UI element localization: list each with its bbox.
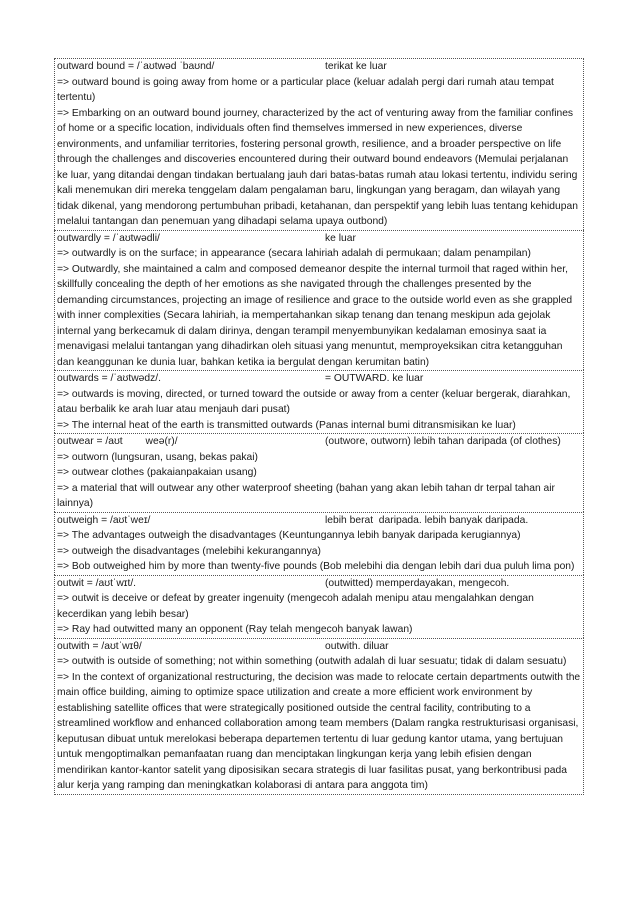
entry-headword-row (57, 639, 581, 655)
entry-headword-row (57, 434, 581, 450)
dictionary-entry (54, 575, 584, 638)
entry-line: => outworn (lungsuran, usang, bekas pakai) (57, 451, 258, 463)
entry-line: => The advantages outweigh the disadvantages (Keuntungannya lebih banyak daripada kerugiannya) (57, 530, 521, 541)
entry-line: => Embarking on an outward bound journey, characterized by the act of venturing away from the familiar confines of home or a specific location, individuals often find themselves immersed in new experiences, diverse environments, and unfamiliar territories, fostering personal growth, resilience, and a broader perspective on life through the challenges and discoveries encountered during their outward bound endeavors (Memulai perjalanan ke luar, yang ditandai dengan tindakan bertualang jauh dari batas-batas rumah atau lokasi tertentu, individu sering kali menemukan diri mereka tenggelam dalam pengalaman baru, lingkungan yang beragam, dan wilayah yang tidak dikenal, yang mendorong pertumbuhan pribadi, ketahanan, dan perspektif yang lebih luas tentang kehidupan melalui tantangan dan penemuan yang dihadapi selama upaya outbond) (57, 107, 578, 227)
entry-gloss: lebih berat daripada. lebih banyak daripada. (325, 514, 529, 526)
dictionary-entry (54, 638, 584, 795)
dictionary-page (54, 58, 584, 795)
entry-gloss: (outwore, outworn) lebih tahan daripada (of clothes) (325, 436, 561, 447)
entry-gloss: outwith. diluar (325, 640, 389, 652)
entry-headword-row (57, 371, 581, 387)
entry-headword-row (57, 59, 581, 75)
entry-term: outwardly = /ˈaʊtwədli/ (57, 232, 160, 244)
entry-term: outward bound = /ˈaʊtwəd ˈbaʊnd/ (57, 61, 215, 72)
entry-line: => In the context of organizational restructuring, the decision was made to relocate certain departments outwith the main office building, aiming to optimize space utilization and create a more efficient work environment by establishing satellite offices that were strategically positioned outside the central facility, contributing to a streamlined workflow and enhanced collaboration among team members (Dalam rangka restrukturisasi organisasi, keputusan dibuat untuk merelokasi beberapa departemen tertentu di luar gedung kantor utama, yang bertujuan untuk mengoptimalkan pemanfaatan ruang dan menciptakan lingkungan kerja yang lebih efisien dengan mendirikan kantor-kantor satelit yang diposisikan secara strategis di luar fasilitas pusat, yang berkontribusi pada alur kerja yang ramping dan meningkatkan kolaborasi di antara para anggota tim) (57, 671, 581, 791)
entry-headword-row (57, 576, 581, 592)
entry-gloss: ke luar (325, 232, 356, 244)
entry-line: => outwear clothes (pakaianpakaian usang) (57, 467, 257, 478)
entry-headword-row (57, 231, 581, 247)
entry-line: => outwards is moving, directed, or turned toward the outside or away from a center (keluar bergerak, diarahkan, atau berbalik ke arah luar atau menjauh dari pusat) (57, 388, 571, 415)
entry-headword-row (57, 513, 581, 529)
entry-line: => Ray had outwitted many an opponent (Ray telah mengecoh banyak lawan) (57, 624, 413, 635)
entry-line: => a material that will outwear any other waterproof sheeting (bahan yang akan lebih tahan dr terpal tahan air lainnya) (57, 482, 555, 509)
entry-line: => Bob outweighed him by more than twenty-five pounds (Bob melebihi dia dengan lebih dari dua puluh lima pon) (57, 561, 575, 572)
entry-line: => outwit is deceive or defeat by greater ingenuity (mengecoh adalah menipu atau mengalahkan dengan kecerdikan yang lebih besar) (57, 593, 534, 620)
entry-term: outwit = /aʊtˈwɪt/. (57, 577, 137, 589)
entry-line: => Outwardly, she maintained a calm and composed demeanor despite the internal turmoil that raged within her, skillfully concealing the depth of her emotions as she navigated through the challenges presented by the demanding circumstances, projecting an image of resilience and grace to the outside world even as she grappled with inner complexities (Secara lahiriah, ia mempertahankan sikap tenang dan tenang meskipun ada gejolak internal yang berkecamuk di dalam dirinya, dengan terampil menyembunyikan kedalaman emosinya saat ia menavigasi melalui tantangan yang dihadirkan oleh situasi yang menuntut, memproyeksikan citra ketangguhan dan keanggunan ke dunia luar, bahkan ketika ia bergulat dengan kerumitan batin) (57, 263, 573, 368)
entry-term: outwear = /aʊt weə(r)/ (57, 436, 178, 447)
dictionary-entry (54, 512, 584, 575)
entry-term: outweigh = /aʊtˈweɪ/ (57, 514, 151, 526)
dictionary-entry (54, 230, 584, 371)
entry-gloss: = OUTWARD. ke luar (325, 373, 424, 384)
entry-gloss: terikat ke luar (325, 61, 387, 72)
dictionary-entry (54, 370, 584, 433)
entry-line: => The internal heat of the earth is transmitted outwards (Panas internal bumi ditransmisikan ke luar) (57, 419, 516, 431)
entry-line: => outwardly is on the surface; in appearance (secara lahiriah adalah di permukaan; dalam penampilan) (57, 248, 531, 259)
entry-gloss: (outwitted) memperdayakan, mengecoh. (325, 577, 510, 589)
dictionary-entry (54, 58, 584, 230)
entry-term: outwards = /ˈaʊtwədz/. (57, 373, 162, 384)
entry-line: => outwith is outside of something; not within something (outwith adalah di luar sesuatu; tidak di dalam sesuatu) (57, 656, 567, 667)
entry-line: => outward bound is going away from home or a particular place (keluar adalah pergi dari rumah atau tempat tertentu) (57, 76, 554, 103)
dictionary-entry (54, 433, 584, 512)
entry-line: => outweigh the disadvantages (melebihi kekurangannya) (57, 545, 321, 557)
entry-term: outwith = /aʊtˈwɪθ/ (57, 640, 142, 652)
